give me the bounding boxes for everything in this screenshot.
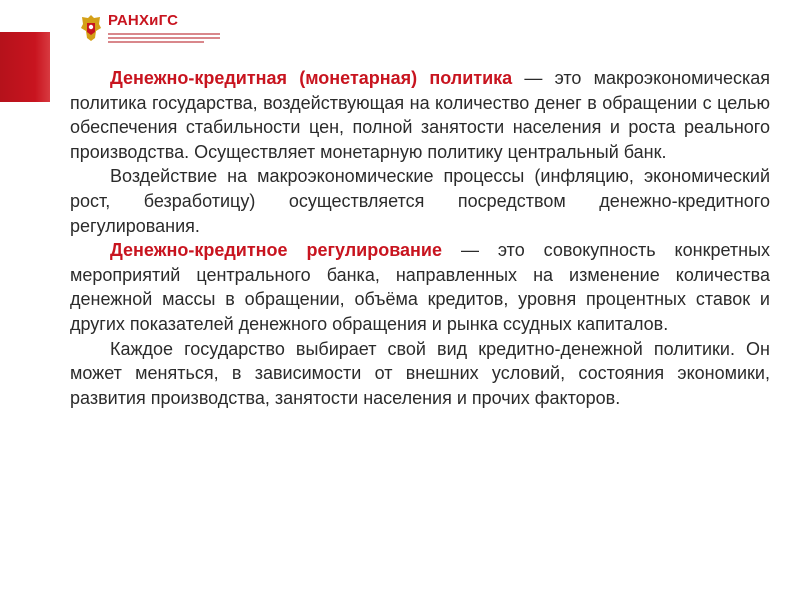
ranepa-logo	[80, 10, 220, 46]
paragraph-text: — это совокупность конкретных мероприятий центрального банка, направленных на изменение количества денежной массы в обращении, объёма кредитов, уровня процентных ставок и других показателей денежного обращения и рынка ссудных капиталов.	[70, 240, 771, 334]
logo-subtitle-lines	[108, 31, 220, 43]
paragraph-monetary-policy	[70, 66, 770, 164]
eagle-emblem-icon	[80, 14, 102, 42]
red-accent-bar	[0, 32, 50, 102]
slide-body	[70, 66, 770, 410]
logo-name: РАНХиГС	[108, 12, 179, 29]
term-monetary-policy: Денежно-кредитная (монетарная) политика	[110, 68, 513, 88]
paragraph-text: — это макроэкономическая политика государства, воздействующая на количество денег в обращении с целью обеспечения стабильности цен, полной занятости населения и роста реального производства. Осуществляет монетарную политику центральный банк.	[70, 68, 771, 162]
paragraph-impact	[70, 164, 770, 238]
paragraph-text: Воздействие на макроэкономические процессы (инфляцию, экономический рост, безработицу) осуществляется посредством денежно-кредитного регулирования.	[70, 166, 770, 236]
paragraph-text: Каждое государство выбирает свой вид кредитно-денежной политики. Он может меняться, в зависимости от внешних условий, состояния экономики, развития производства, занятости населения и прочих факторов.	[70, 338, 770, 408]
term-monetary-regulation: Денежно-кредитное регулирование	[110, 240, 443, 261]
paragraph-state-choice	[70, 337, 770, 411]
paragraph-monetary-regulation	[70, 238, 770, 336]
